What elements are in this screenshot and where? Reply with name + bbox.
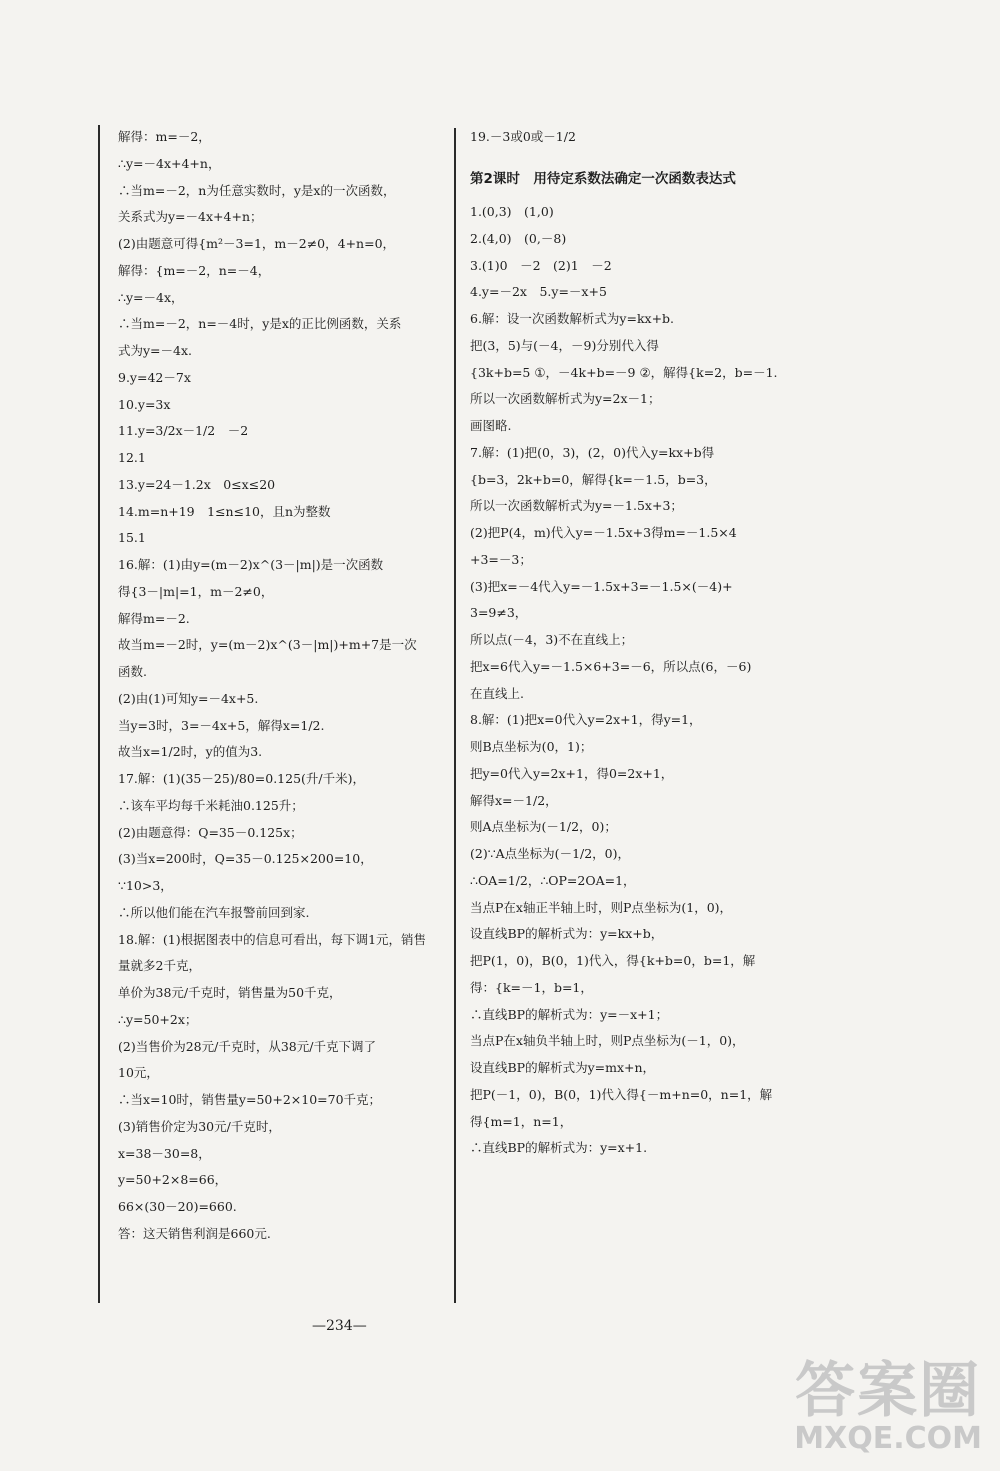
- answer-line: 把P(1，0)，B(0，1)代入，得{k+b=0，b=1，解: [470, 953, 756, 968]
- answer-line: 7.解：(1)把(0，3)，(2，0)代入y=kx+b得: [470, 444, 715, 460]
- answer-line: 则A点坐标为(－1/2，0)；: [470, 819, 617, 835]
- answer-line: ∴直线BP的解析式为：y=x+1.: [470, 1140, 648, 1156]
- answer-line: (2)把P(4，m)代入y=－1.5x+3得m=－1.5×4: [470, 525, 737, 540]
- answer-line: (2)由题意可得{m²－3=1，m－2≠0，4+n=0，: [118, 236, 396, 251]
- answer-line: ∴该车平均每千米耗油0.125升；: [118, 797, 304, 813]
- answer-line: 66×(30－20)=660.: [118, 1199, 237, 1214]
- answer-line: 设直线BP的解析式为y=mx+n，: [470, 1060, 656, 1075]
- answer-line: 关系式为y=－4x+4+n；: [118, 209, 263, 225]
- column-divider: [454, 128, 456, 1303]
- answer-line: 1.(0,3) (1,0): [470, 204, 554, 219]
- answer-line: (3)把x=－4代入y=－1.5x+3=－1.5×(－4)+: [470, 578, 733, 594]
- answer-line: 当y=3时，3=－4x+5，解得x=1/2.: [118, 717, 325, 733]
- answer-line: (2)由(1)可知y=－4x+5.: [118, 690, 259, 706]
- answer-line: (2)∵A点坐标为(－1/2，0)，: [470, 846, 631, 861]
- left-margin-rule: [98, 125, 100, 1303]
- answer-line: ∴y=－4x，: [118, 289, 184, 305]
- answer-line: 8.解：(1)把x=0代入y=2x+1，得y=1，: [470, 712, 702, 728]
- answer-line: 把x=6代入y=－1.5×6+3=－6，所以点(6，－6): [470, 658, 752, 674]
- answer-line: 4.y=－2x 5.y=－x+5: [470, 284, 607, 300]
- answer-line: 把y=0代入y=2x+1，得0=2x+1，: [470, 765, 674, 781]
- answer-line: 解得：{m=－2，n=－4，: [118, 262, 271, 278]
- answer-line: y=50+2×8=66，: [118, 1172, 228, 1188]
- answer-line: {3k+b=5 ①，－4k+b=－9 ②，解得{k=2，b=－1.: [470, 364, 778, 380]
- answer-line: 故当m=－2时，y=(m－2)x^(3－|m|)+m+7是一次: [118, 637, 417, 653]
- answer-line: ∴当m=－2，n为任意实数时，y是x的一次函数，: [118, 182, 396, 198]
- answer-line: ∴y=50+2x；: [118, 1011, 198, 1027]
- page-number: —234—: [312, 1318, 367, 1334]
- watermark-logo: 答案圈: [795, 1356, 982, 1426]
- answer-line: 函数.: [118, 664, 147, 679]
- left-column: [118, 128, 440, 1252]
- answer-line: 9.y=42－7x: [118, 369, 191, 385]
- answer-line: 解得：m=－2，: [118, 129, 211, 144]
- answer-line: 10.y=3x: [118, 396, 171, 412]
- answer-line: 16.解：(1)由y=(m－2)x^(3－|m|)是一次函数: [118, 557, 384, 572]
- answer-line: 把(3，5)与(－4，－9)分别代入得: [470, 337, 659, 353]
- answer-line: 所以一次函数解析式为y=2x－1；: [470, 391, 661, 407]
- answer-line: 14.m=n+19 1≤n≤10，且n为整数: [118, 503, 331, 519]
- answer-line: 当点P在x轴负半轴上时，则P点坐标为(－1，0)，: [470, 1033, 745, 1049]
- answer-line: 3.(1)0 －2 (2)1 －2: [470, 257, 612, 273]
- answer-line: 得{3－|m|=1，m－2≠0，: [118, 583, 274, 599]
- answer-line: {b=3，2k+b=0，解得{k=－1.5，b=3，: [470, 471, 717, 487]
- right-column: [470, 128, 810, 1166]
- answer-line: (3)当x=200时，Q=35－0.125×200=10，: [118, 851, 373, 867]
- answer-line: (3)销售价定为30元/千克时，: [118, 1118, 281, 1134]
- answer-line: ∴直线BP的解析式为：y=－x+1；: [470, 1006, 669, 1022]
- answer-line: 当点P在x轴正半轴上时，则P点坐标为(1，0)，: [470, 899, 733, 915]
- answer-line: ∴当m=－2，n=－4时，y是x的正比例函数，关系: [118, 316, 402, 332]
- answer-line: 13.y=24－1.2x 0≤x≤20: [118, 476, 276, 492]
- watermark: [794, 1356, 982, 1457]
- answer-line: 所以点(－4，3)不在直线上；: [470, 632, 634, 647]
- answer-line: +3=－3；: [470, 551, 532, 567]
- answer-line: ∴当x=10时，销售量y=50+2×10=70千克；: [118, 1092, 382, 1107]
- answer-line: 解得x=－1/2，: [470, 792, 558, 808]
- answer-line: 故当x=1/2时，y的值为3.: [118, 744, 263, 760]
- answer-line: 6.解：设一次函数解析式为y=kx+b.: [470, 311, 675, 326]
- section-heading: 第2课时 用待定系数法确定一次函数表达式: [470, 170, 736, 187]
- answer-line: (2)由题意得：Q=35－0.125x；: [118, 824, 303, 840]
- answer-line: 2.(4,0) (0,－8): [470, 230, 567, 246]
- answer-line: 得：{k=－1，b=1，: [470, 979, 593, 995]
- answer-line: 单价为38元/千克时，销售量为50千克，: [118, 985, 342, 1000]
- answer-line: 量就多2千克，: [118, 958, 201, 974]
- answer-line: 则B点坐标为(0，1)；: [470, 739, 593, 754]
- answer-line: ∴OA=1/2，∴OP=2OA=1，: [470, 872, 636, 888]
- answer-line: 画图略.: [470, 418, 512, 433]
- answer-line: 在直线上.: [470, 685, 524, 701]
- answer-line: ∴y=－4x+4+n，: [118, 155, 221, 171]
- answer-line: 12.1: [118, 450, 146, 465]
- answer-line: 得{m=1，n=1，: [470, 1113, 573, 1129]
- answer-line: 19.－3或0或－1/2: [470, 129, 576, 144]
- answer-line: 11.y=3/2x－1/2 －2: [118, 423, 249, 439]
- answer-line: 设直线BP的解析式为：y=kx+b，: [470, 926, 664, 942]
- answer-line: 17.解：(1)(35－25)/80=0.125(升/千米)，: [118, 771, 365, 786]
- answer-line: (2)当售价为28元/千克时，从38元/千克下调了: [118, 1038, 376, 1054]
- answer-line: 解得m=－2.: [118, 610, 190, 626]
- answer-line: 所以一次函数解析式为y=－1.5x+3；: [470, 498, 683, 514]
- answer-line: 3=9≠3，: [470, 605, 528, 621]
- answer-line: 把P(－1，0)，B(0，1)代入得{－m+n=0，n=1，解: [470, 1086, 773, 1102]
- answer-line: 18.解：(1)根据图表中的信息可看出，每下调1元，销售: [118, 931, 427, 947]
- answer-line: 15.1: [118, 530, 146, 546]
- answer-line: 式为y=－4x.: [118, 343, 193, 358]
- answer-line: ∴所以他们能在汽车报警前回到家.: [118, 904, 310, 920]
- answer-line: ∵10>3，: [118, 878, 173, 893]
- answer-line: 答：这天销售利润是660元.: [118, 1225, 271, 1241]
- answer-line: 10元，: [118, 1065, 159, 1081]
- answer-line: x=38－30=8，: [118, 1145, 211, 1161]
- watermark-url: MXQE.COM: [794, 1421, 982, 1456]
